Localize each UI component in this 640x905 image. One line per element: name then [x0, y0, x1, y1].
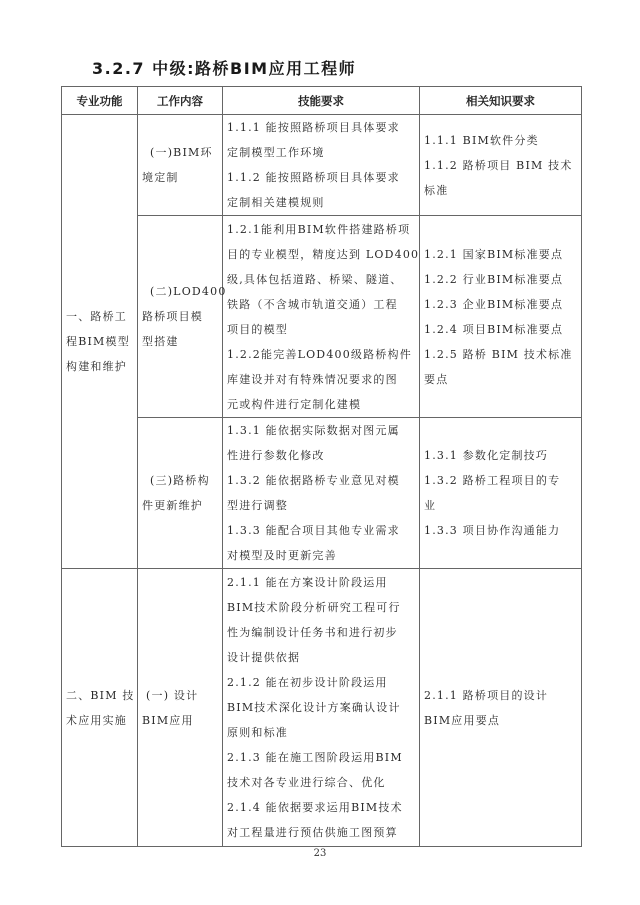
work-content-cell: (一) 设计 BIM应用: [138, 569, 223, 847]
header-work-content: 工作内容: [138, 87, 223, 115]
table-row: [62, 115, 582, 216]
work-content-cell: (一)BIM环 境定制: [138, 115, 223, 216]
competency-table: [61, 86, 582, 847]
header-knowledge-requirements: 相关知识要求: [420, 87, 582, 115]
function-cell: 二、BIM 技 术应用实施: [62, 569, 138, 847]
skill-cell: 2.1.1 能在方案设计阶段运用 BIM技术阶段分析研究工程可行 性为编制设计任务书和进行初步 设计提供依据 2.1.2 能在初步设计阶段运用 BIM技术深化设计方案确认设计 原则和标准 2.1.3 能在施工图阶段运用BIM 技术对各专业进行综合、优化 2.1.4 能依据要求运用BIM技术 对工程量进行预估供施工图预算: [223, 569, 420, 847]
skill-cell: 1.1.1 能按照路桥项目具体要求 定制模型工作环境 1.1.2 能按照路桥项目具体要求 定制相关建模规则: [223, 115, 420, 216]
header-skill-requirements: 技能要求: [223, 87, 420, 115]
knowledge-cell: 1.1.1 BIM软件分类 1.1.2 路桥项目 BIM 技术 标准: [420, 115, 582, 216]
skill-cell: 1.3.1 能依据实际数据对图元属 性进行参数化修改 1.3.2 能依据路桥专业意见对模 型进行调整 1.3.3 能配合项目其他专业需求 对模型及时更新完善: [223, 418, 420, 569]
table-row: [62, 216, 582, 418]
knowledge-cell: 2.1.1 路桥项目的设计 BIM应用要点: [420, 569, 582, 847]
table-header-row: [62, 87, 582, 115]
knowledge-cell: 1.2.1 国家BIM标准要点 1.2.2 行业BIM标准要点 1.2.3 企业BIM标准要点 1.2.4 项目BIM标准要点 1.2.5 路桥 BIM 技术标准 要点: [420, 216, 582, 418]
skill-cell: 1.2.1能利用BIM软件搭建路桥项 目的专业模型，精度达到 LOD400 级,具体包括道路、桥梁、隧道、 铁路（不含城市轨道交通）工程 项目的模型 1.2.2能完善LOD400级路桥构件 库建设并对有特殊情况要求的图 元或构件进行定制化建模: [223, 216, 420, 418]
header-function: 专业功能: [62, 87, 138, 115]
knowledge-cell: 1.3.1 参数化定制技巧 1.3.2 路桥工程项目的专 业 1.3.3 项目协作沟通能力: [420, 418, 582, 569]
table-row: [62, 418, 582, 569]
function-cell: 一、路桥工 程BIM模型 构建和维护: [62, 115, 138, 569]
work-content-cell: (二)LOD400 路桥项目模 型搭建: [138, 216, 223, 418]
table-row: [62, 569, 582, 847]
section-title: 3.2.7 中级:路桥BIM应用工程师: [92, 59, 357, 78]
page-number: 23: [313, 848, 327, 859]
work-content-cell: (三)路桥构 件更新维护: [138, 418, 223, 569]
